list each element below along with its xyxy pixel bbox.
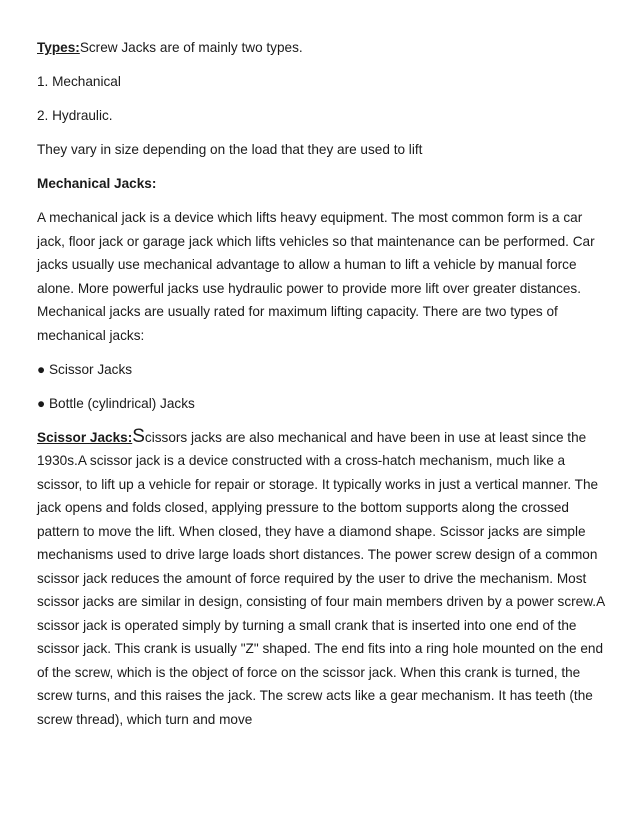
type-item-hydraulic: 2. Hydraulic.	[37, 108, 113, 123]
document-page	[37, 36, 607, 742]
size-note: They vary in size depending on the load that they are used to lift	[37, 142, 423, 157]
scissor-body: cissors jacks are also mechanical and have been in use at least since the 1930s.A scissor jack is a device constructed with a cross-hatch mechanism, much like a scissor, to lift up a vehicle for repair or storage. It typically works in just a vertical manner. The jack opens and folds closed, applying pressure to the bottom supports along the crossed pattern to move the lift. When closed, they have a diamond shape. Scissor jacks are simple mechanisms used to drive large loads short distances. The power screw design of a common scissor jack reduces the amount of force required by the user to drive the mechanism. Most scissor jacks are similar in design, consisting of four main members driven by a power screw.A scissor jack is operated simply by turning a small crank that is inserted into one end of the scissor jack. This crank is usually "Z" shaped. The end fits into a ring hole mounted on the end of the screw, which is the object of force on the scissor jack. When this crank is turned, the screw turns, and this raises the jack. The screw acts like a gear mechanism. It has teeth (the screw thread), which turn and move	[37, 429, 605, 727]
types-text: Screw Jacks are of mainly two types.	[79, 40, 303, 55]
bullet-scissor-jacks: ● Scissor Jacks	[37, 361, 133, 377]
bullet-bottle-jacks: ● Bottle (cylindrical) Jacks	[37, 395, 195, 411]
mechanical-body: A mechanical jack is a device which lifts heavy equipment. The most common form is a car jack, floor jack or garage jack which lifts vehicles so that maintenance can be performed. Car jacks usually use mechanical advantage to allow a human to lift a vehicle by manual force alone. More powerful jacks use hydraulic power to provide more lift over greater distances. Mechanical jacks are usually rated for maximum lifting capacity. There are two types of mechanical jacks:	[37, 210, 595, 343]
scissor-paragraph	[37, 426, 607, 732]
scissor-label: Scissor Jacks:	[37, 429, 133, 445]
types-paragraph	[37, 36, 607, 60]
type-item-mechanical: 1. Mechanical	[37, 74, 121, 89]
types-label: Types:	[37, 40, 80, 55]
mechanical-heading: Mechanical Jacks:	[37, 176, 157, 191]
scissor-first-letter: S	[132, 425, 145, 447]
